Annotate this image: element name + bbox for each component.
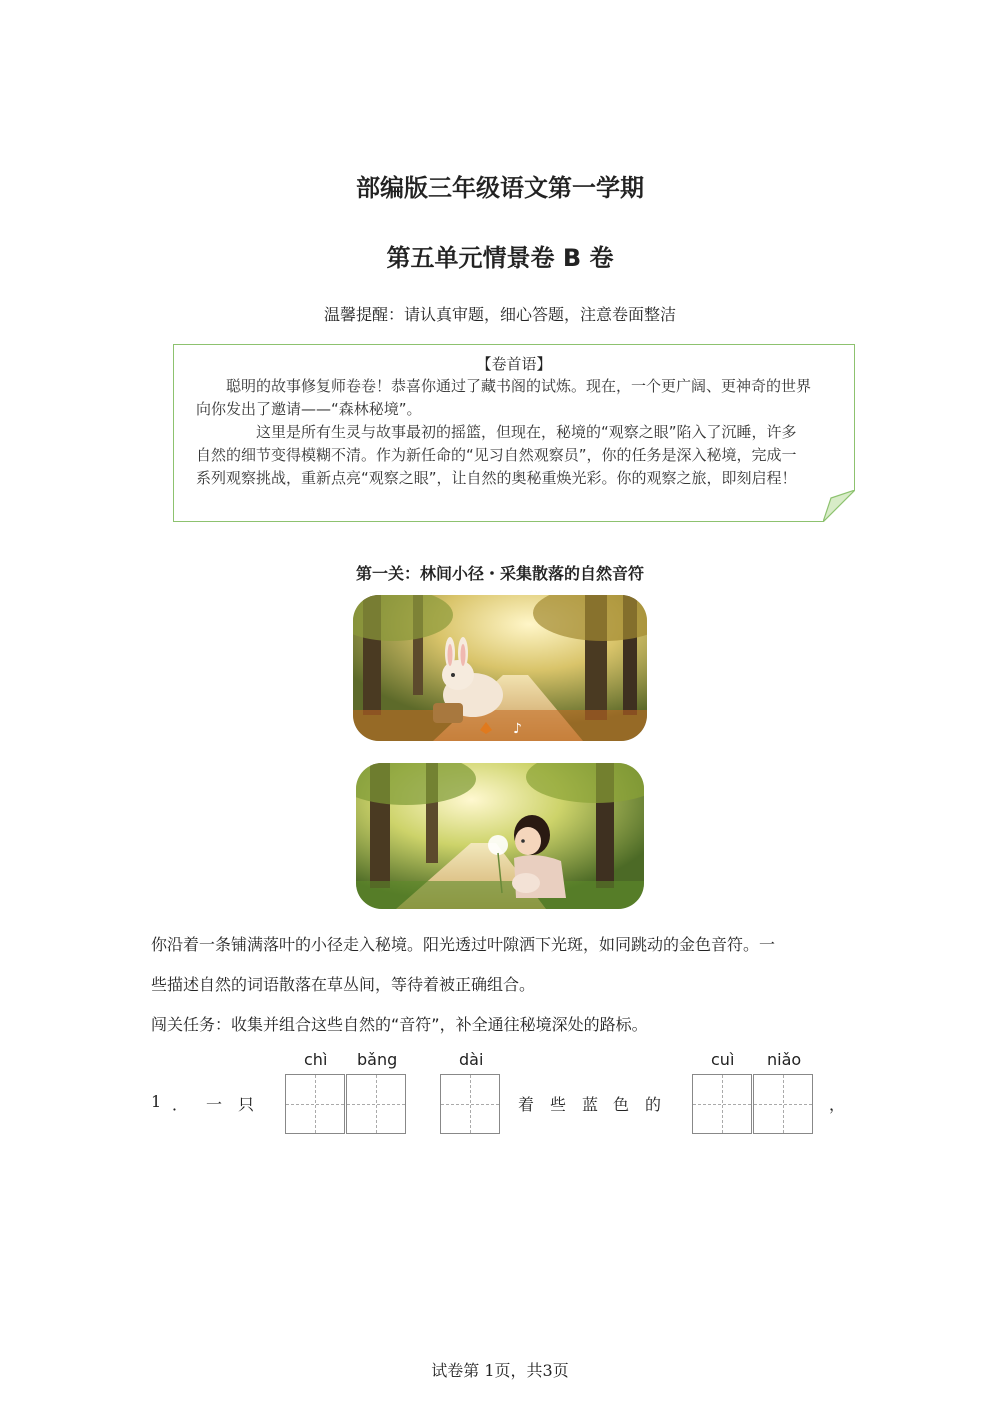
story-text-line-1: 你沿着一条铺满落叶的小径走入秘境。阳光透过叶隙洒下光斑，如同跳动的金色音符。一 — [151, 935, 776, 954]
pinyin-label: niǎo — [767, 1050, 802, 1069]
question-end-punct: ， — [829, 1095, 846, 1114]
girl-dandelion-forest-illustration — [356, 763, 644, 909]
question-char: 着 — [518, 1095, 535, 1114]
svg-text:♪: ♪ — [513, 721, 522, 737]
question-char: 的 — [645, 1095, 662, 1114]
question-char: 只 — [238, 1095, 255, 1114]
page-footer: 试卷第 1页，共3页 — [431, 1361, 569, 1380]
pinyin-label: dài — [459, 1050, 484, 1069]
task-text: 闯关任务：收集并组合这些自然的“音符”，补全通往秘境深处的路标。 — [151, 1015, 648, 1034]
question-char: 些 — [550, 1095, 567, 1114]
level-1-title: 第一关：林间小径・采集散落的自然音符 — [355, 564, 644, 583]
question-number: 1 — [151, 1092, 162, 1111]
answer-grid-box[interactable] — [692, 1074, 752, 1134]
reminder-text: 温馨提醒：请认真审题，细心答题，注意卷面整洁 — [323, 305, 676, 324]
question-char: 一 — [206, 1095, 223, 1114]
preface-paragraph-1: 聪明的故事修复师卷卷！恭喜你通过了藏书阁的试炼。现在，一个更广阔、更神奇的世界向你发出了邀请——“森林秘境”。 — [196, 377, 812, 418]
answer-grid-box[interactable] — [346, 1074, 406, 1134]
rabbit-autumn-path-illustration — [353, 595, 647, 741]
page-fold-icon — [823, 490, 855, 522]
question-dot: ． — [172, 1095, 189, 1114]
story-text-line-2: 些描述自然的词语散落在草丛间，等待着被正确组合。 — [151, 975, 536, 994]
exam-subtitle: 第五单元情景卷 B 卷 — [386, 244, 614, 272]
pinyin-label: bǎng — [357, 1050, 398, 1069]
pinyin-label: chì — [304, 1050, 328, 1069]
preface-body — [196, 375, 811, 490]
exam-title: 部编版三年级语文第一学期 — [356, 174, 644, 202]
answer-grid-box[interactable] — [285, 1074, 345, 1134]
preface-box — [173, 344, 855, 522]
answer-grid-box[interactable] — [753, 1074, 813, 1134]
preface-title: 【卷首语】 — [476, 355, 552, 373]
preface-paragraph-2: 这里是所有生灵与故事最初的摇篮，但现在，秘境的“观察之眼”陷入了沉睡，许多自然的细节变得模糊不清。作为新任命的“见习自然观察员”，你的任务是深入秘境，完成一系列观察挑战，重新点亮“观察之眼”，让自然的奥秘重焕光彩。你的观察之旅，即刻启程！ — [196, 423, 797, 487]
question-char: 色 — [613, 1095, 630, 1114]
pinyin-label: cuì — [711, 1050, 735, 1069]
answer-grid-box[interactable] — [440, 1074, 500, 1134]
question-char: 蓝 — [582, 1095, 599, 1114]
